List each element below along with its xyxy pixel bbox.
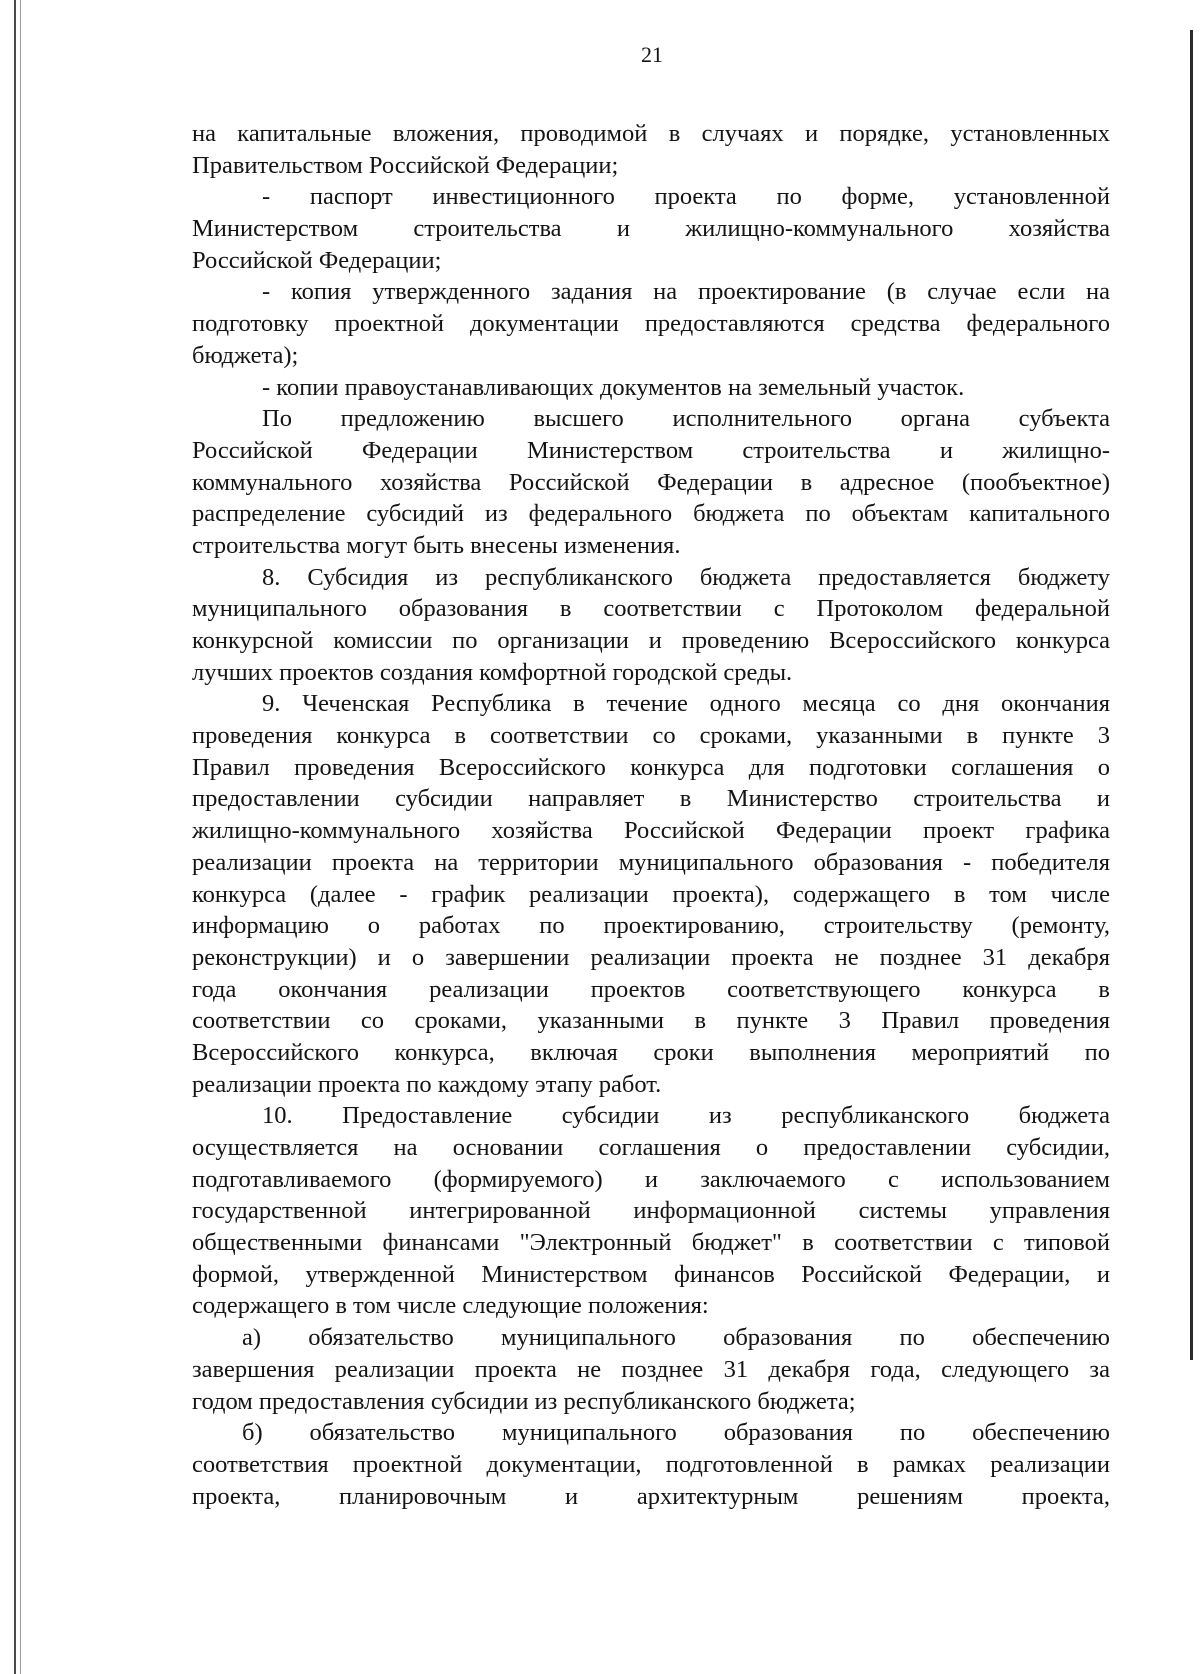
text-line: коммунального хозяйства Российской Федерации в адресное (пообъектное) [192, 468, 1110, 496]
text-line: содержащего в том числе следующие положения: [192, 1292, 709, 1320]
text-line: - копия утвержденного задания на проектирование (в случае если на [262, 278, 1110, 306]
text-line: проекта, планировочным и архитектурным решениям проекта, [192, 1482, 1110, 1510]
text-line: реализации проекта по каждому этапу работ. [192, 1070, 662, 1098]
scan-border-right [1190, 30, 1193, 1360]
text-line: 10. Предоставление субсидии из республиканского бюджета [262, 1102, 1110, 1130]
text-line: По предложению высшего исполнительного органа субъекта [262, 405, 1110, 433]
text-line: Российской Федерации; [192, 246, 442, 274]
text-line: - копии правоустанавливающих документов на земельный участок. [262, 373, 965, 401]
text-line: подготавливаемого (формируемого) и заключаемого с использованием [192, 1165, 1110, 1193]
text-line: муниципального образования в соответствии с Протоколом федеральной [192, 595, 1110, 623]
text-line: завершения реализации проекта не позднее 31 декабря года, следующего за [192, 1355, 1110, 1383]
text-line: годом предоставления субсидии из республиканского бюджета; [192, 1387, 856, 1415]
scan-border-left [14, 0, 16, 1674]
text-line: б) обязательство муниципального образования по обеспечению [242, 1419, 1110, 1447]
text-line: осуществляется на основании соглашения о предоставлении субсидии, [192, 1134, 1110, 1161]
text-line: года окончания реализации проектов соответствующего конкурса в [192, 975, 1110, 1003]
text-line: конкурсной комиссии по организации и проведению Всероссийского конкурса [192, 627, 1110, 654]
text-line: Правительством Российской Федерации; [192, 151, 619, 179]
text-line: Российской Федерации Министерством строительства и жилищно- [192, 436, 1110, 464]
page-number: 21 [641, 42, 663, 67]
text-line: формой, утвержденной Министерством финансов Российской Федерации, и [192, 1260, 1110, 1288]
text-line: распределение субсидий из федерального бюджета по объектам капитального [192, 500, 1110, 528]
text-line: на капитальные вложения, проводимой в случаях и порядке, установленных [192, 120, 1110, 147]
scan-border-left-inner [20, 0, 21, 1674]
text-line: государственной интегрированной информационной системы управления [192, 1197, 1110, 1225]
text-line: 9. Чеченская Республика в течение одного месяца со дня окончания [262, 690, 1110, 718]
text-line: проведения конкурса в соответствии со сроками, указанными в пункте 3 [192, 722, 1110, 750]
text-line: конкурса (далее - график реализации проекта), содержащего в том числе [192, 880, 1110, 908]
text-line: общественными финансами "Электронный бюджет" в соответствии с типовой [192, 1229, 1110, 1257]
text-line: информацию о работах по проектированию, строительству (ремонту, [192, 912, 1110, 940]
text-line: Министерством строительства и жилищно-коммунального хозяйства [192, 215, 1110, 243]
text-line: реконструкции) и о завершении реализации проекта не позднее 31 декабря [192, 943, 1110, 971]
text-line: Всероссийского конкурса, включая сроки выполнения мероприятий по [192, 1038, 1110, 1066]
text-line: Правил проведения Всероссийского конкурса для подготовки соглашения о [192, 753, 1110, 781]
text-line: подготовку проектной документации предоставляются средства федерального [192, 310, 1110, 338]
text-line: соответствии со сроками, указанными в пункте 3 Правил проведения [192, 1007, 1110, 1035]
body-text [192, 118, 1110, 1512]
text-line: строительства могут быть внесены изменения. [192, 531, 681, 559]
text-line: а) обязательство муниципального образования по обеспечению [242, 1324, 1110, 1352]
text-line: предоставлении субсидии направляет в Министерство строительства и [192, 785, 1110, 813]
text-line: - паспорт инвестиционного проекта по форме, установленной [262, 183, 1110, 211]
text-line: соответствия проектной документации, подготовленной в рамках реализации [192, 1450, 1110, 1478]
text-line: жилищно-коммунального хозяйства Российской Федерации проект графика [192, 817, 1110, 845]
text-line: лучших проектов создания комфортной городской среды. [192, 658, 793, 686]
text-line: реализации проекта на территории муниципального образования - победителя [192, 848, 1110, 876]
text-line: 8. Субсидия из республиканского бюджета предоставляется бюджету [262, 563, 1110, 591]
text-line: бюджета); [192, 341, 299, 369]
